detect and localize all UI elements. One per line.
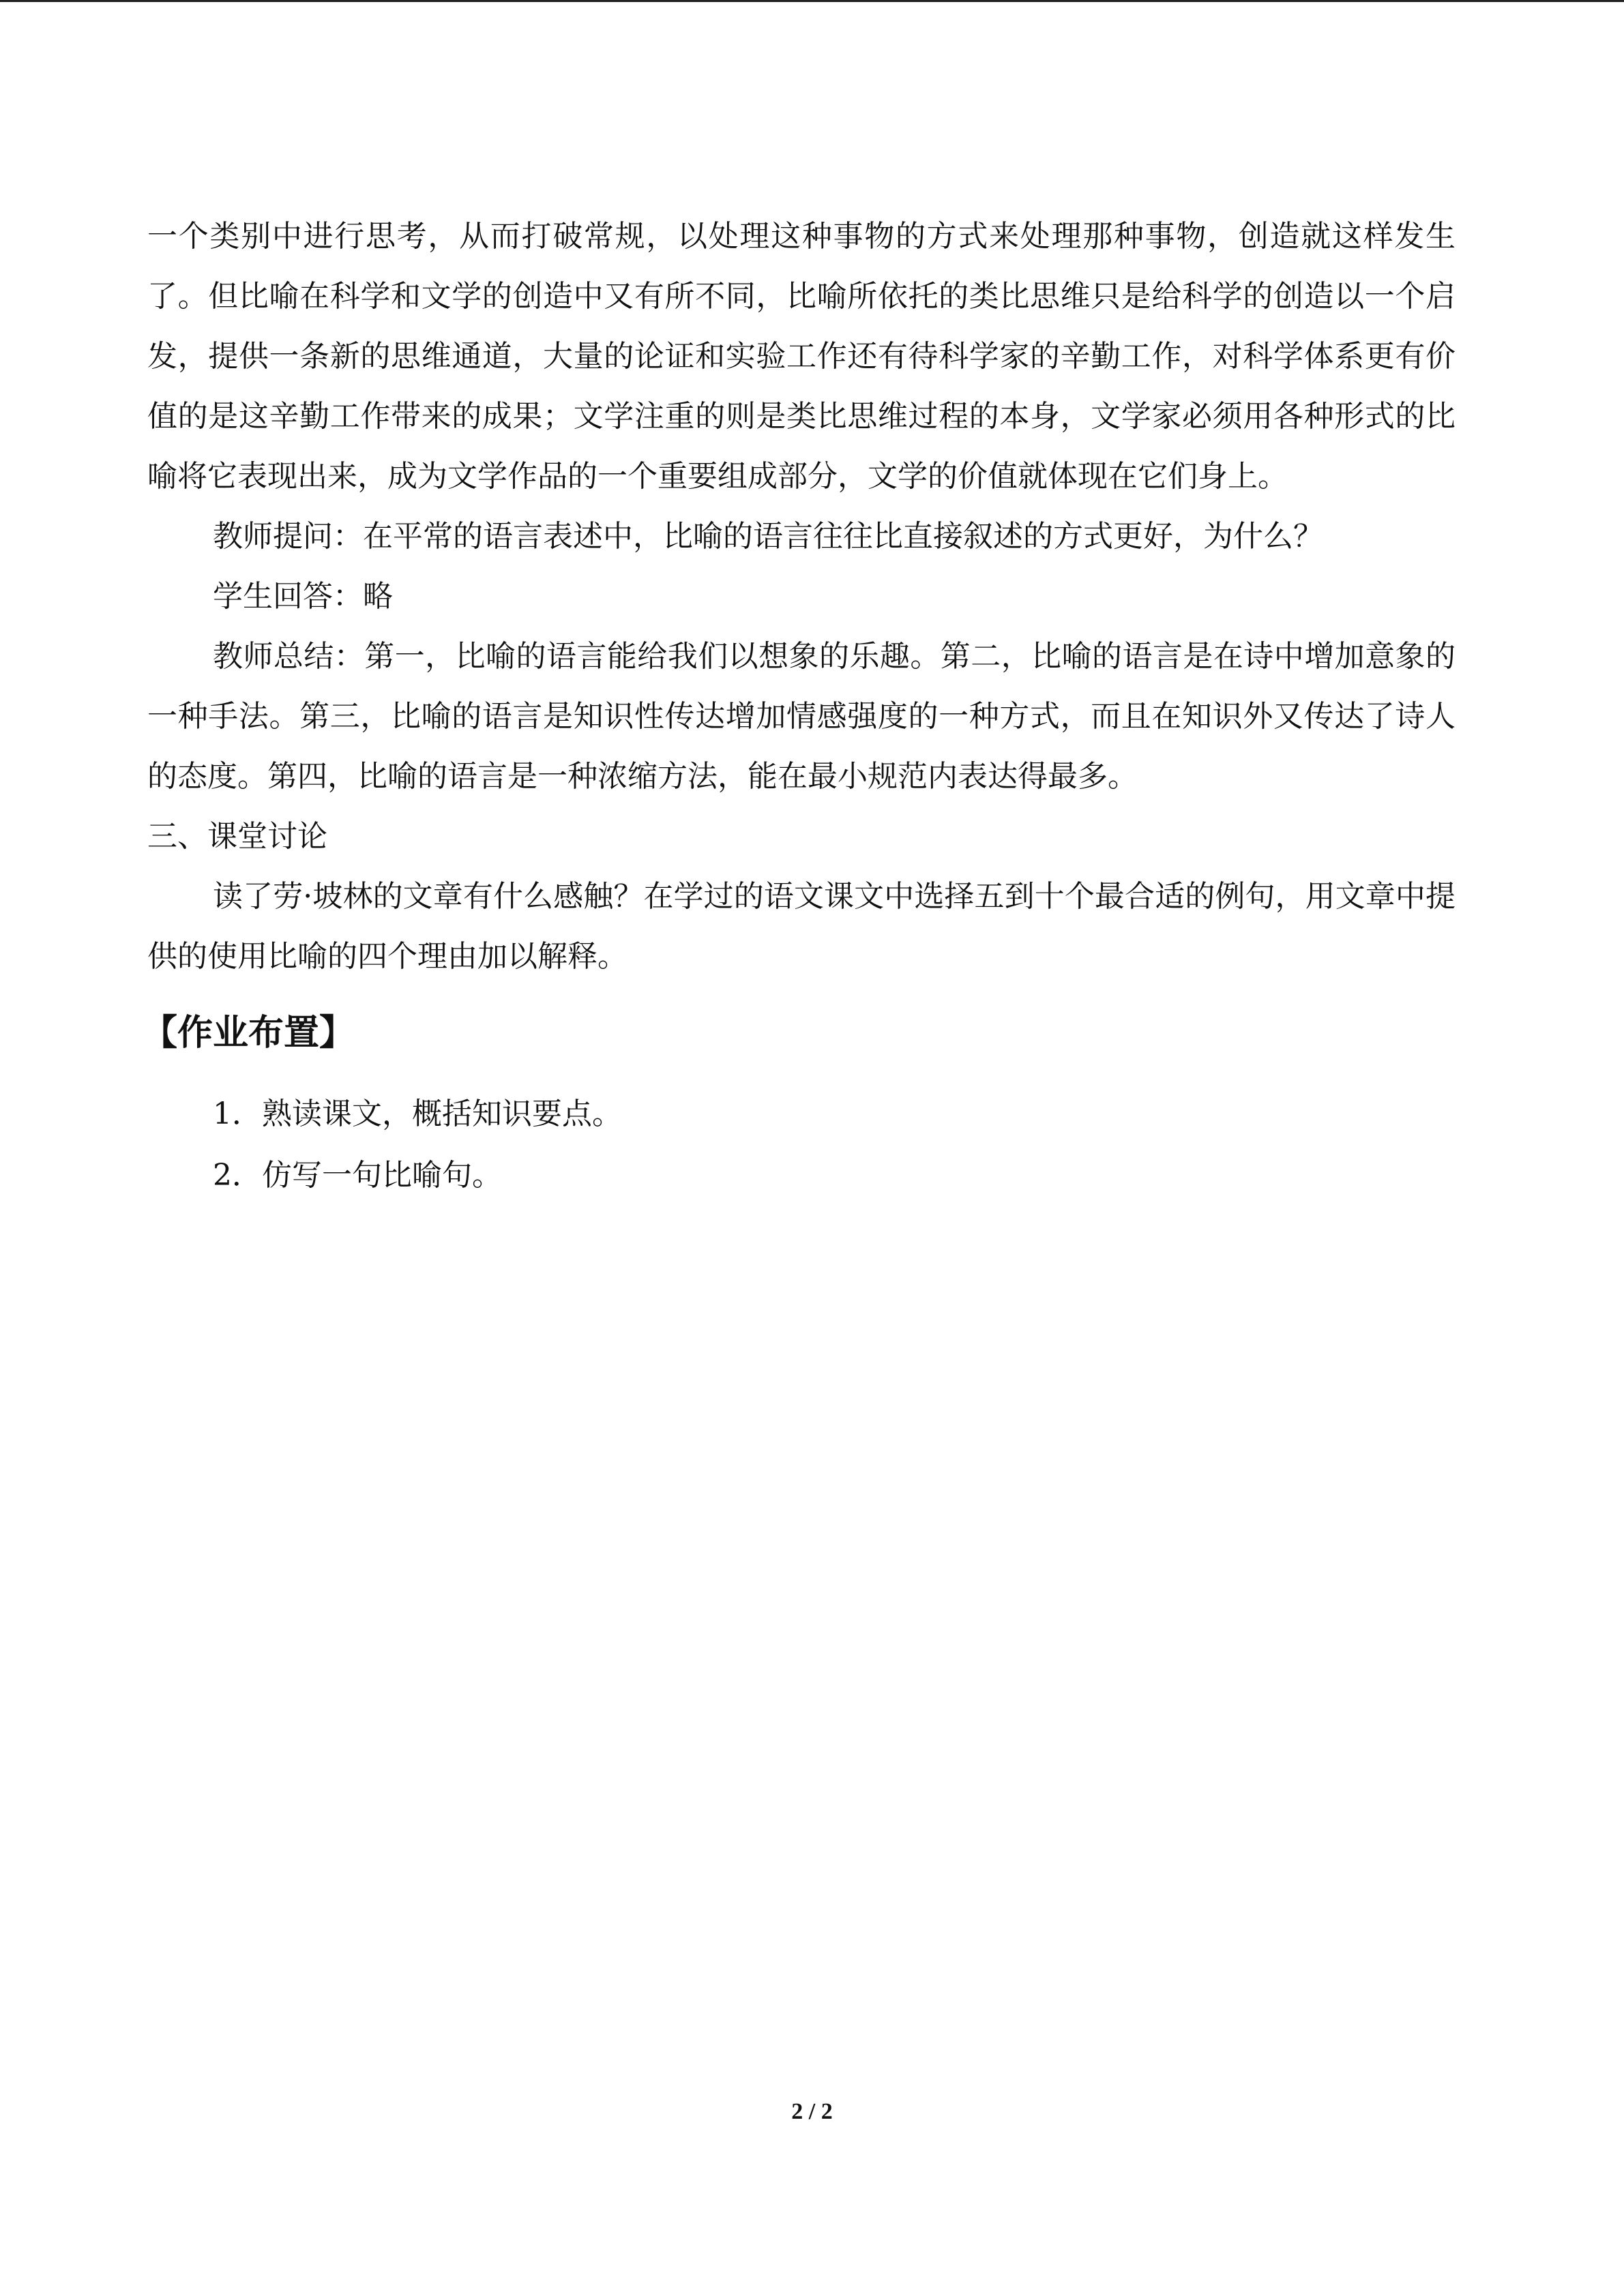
section-heading-discussion: 三、课堂讨论 <box>147 819 327 854</box>
document-body <box>142 207 1456 1206</box>
homework-heading: 【作业布置】 <box>142 1013 355 1054</box>
page-number: 2 / 2 <box>791 2099 833 2124</box>
discussion-paragraph: 读了劳·坡林的文章有什么感触？在学过的语文课文中选择五到十个最合适的例句，用文章中提供的使用比喻的四个理由加以解释。 <box>147 879 1456 974</box>
student-answer: 学生回答：略 <box>213 579 393 614</box>
teacher-summary: 教师总结：第一，比喻的语言能给我们以想象的乐趣。第二，比喻的语言是在诗中增加意象的一种手法。第三，比喻的语言是知识性传达增加情感强度的一种方式，而且在知识外又传达了诗人的态度。第四，比喻的语言是一种浓缩方法，能在最小规范内表达得最多。 <box>147 639 1456 794</box>
teacher-question: 教师提问：在平常的语言表述中，比喻的语言往往比直接叙述的方式更好，为什么？ <box>213 519 1323 554</box>
homework-item: 2．仿写一句比喻句。 <box>213 1158 502 1193</box>
homework-item: 1．熟读课文，概括知识要点。 <box>213 1097 622 1131</box>
paragraph-continuation: 一个类别中进行思考，从而打破常规，以处理这种事物的方式来处理那种事物，创造就这样发生了。但比喻在科学和文学的创造中又有所不同，比喻所依托的类比思维只是给科学的创造以一个启发，提供一条新的思维通道，大量的论证和实验工作还有待科学家的辛勤工作，对科学体系更有价值的是这辛勤工作带来的成果；文学注重的则是类比思维过程的本身，文学家必须用各种形式的比喻将它表现出来，成为文学作品的一个重要组成部分，文学的价值就体现在它们身上。 <box>147 219 1456 494</box>
